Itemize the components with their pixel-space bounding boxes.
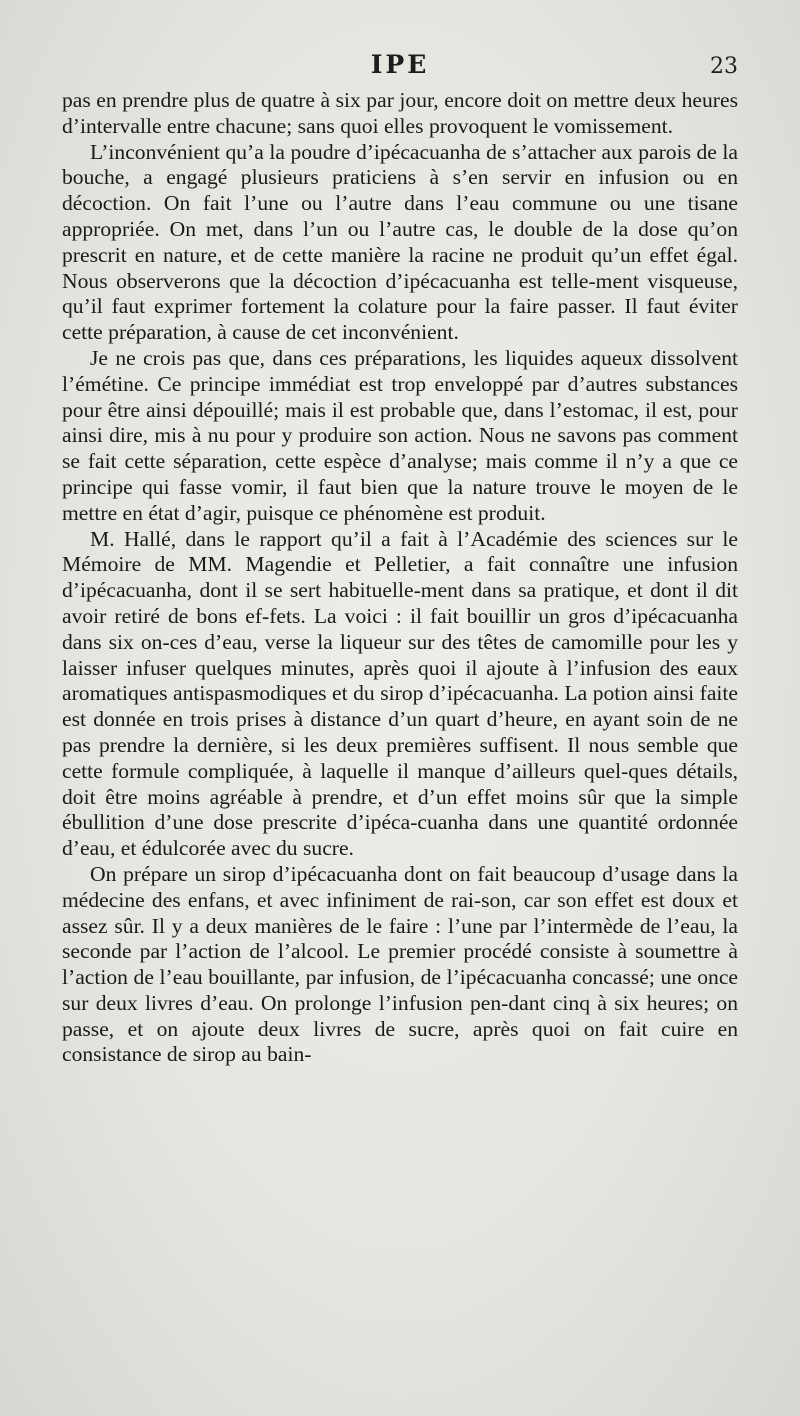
paragraph-4: M. Hallé, dans le rapport qu’il a fait à l’Académie des sciences sur le Mémoire de MM. Magendie et Pelletier, a fait connaître une infusion d’ipécacuanha, dont il se sert habituelle-ment dans sa pratique, et dont il dit avoir retiré de bons ef-fets. La voici : il fait bouillir un gros d’ipécacuanha dans six on-ces d’eau, verse la liqueur sur des têtes de camomille pour les y laisser infuser quelques minutes, après quoi il ajoute à l’infusion des eaux aromatiques antispasmodiques et du sirop d’ipécacuanha. La potion ainsi faite est donnée en trois prises à distance d’un quart d’heure, en ayant soin de ne pas prendre la dernière, si les deux premières suffisent. Il nous semble que cette formule compliquée, à laquelle il manque d’ailleurs quel-ques détails, doit être moins agréable à prendre, et d’un effet moins sûr que la simple ébullition d’une dose prescrite d’ipéca-cuanha dans une quantité ordonnée d’eau, et édulcorée avec du sucre. [62,526,738,861]
paragraph-3: Je ne crois pas que, dans ces préparations, les liquides aqueux dissolvent l’émétine. Ce principe immédiat est trop enveloppé par d’autres substances pour être ainsi dépouillé; mais il est probable que, dans l’estomac, il est, pour ainsi dire, mis à nu pour y produire son action. Nous ne savons pas comment se fait cette séparation, cette espèce d’analyse; mais comme il n’y a que ce principe qui fasse vomir, il faut bien que la nature trouve le moyen de le mettre en état d’agir, puisque ce phénomène est produit. [62,345,738,525]
page-header [62,50,738,90]
body-text [62,88,738,1068]
running-title: IPE [370,50,430,79]
paragraph-1: pas en prendre plus de quatre à six par jour, encore doit on mettre deux heures d’intervalle entre chacune; sans quoi elles provoquent le vomissement. [62,88,738,138]
page-number: 23 [710,54,738,79]
paragraph-5: On prépare un sirop d’ipécacuanha dont on fait beaucoup d’usage dans la médecine des enfans, et avec infiniment de rai-son, car son effet est doux et assez sûr. Il y a deux manières de le faire : l’une par l’intermède de l’eau, la seconde par l’action de l’alcool. Le premier procédé consiste à soumettre à l’action de l’eau bouillante, par infusion, de l’ipécacuanha concassé; une once sur deux livres d’eau. On prolonge l’infusion pen-dant cinq à six heures; on passe, et on ajoute deux livres de sucre, après quoi on fait cuire en consistance de sirop au bain- [62,861,738,1067]
paragraph-2: L’inconvénient qu’a la poudre d’ipécacuanha de s’attacher aux parois de la bouche, a engagé plusieurs praticiens à s’en servir en infusion ou en décoction. On fait l’une ou l’autre dans l’eau commune ou une tisane appropriée. On met, dans l’un ou l’autre cas, le double de la dose qu’on prescrit en nature, et de cette manière la racine ne produit qu’un effet égal. Nous observerons que la décoction d’ipécacuanha est telle-ment visqueuse, qu’il faut exprimer fortement la colature pour la faire passer. Il faut éviter cette préparation, à cause de cet inconvénient. [62,139,738,345]
